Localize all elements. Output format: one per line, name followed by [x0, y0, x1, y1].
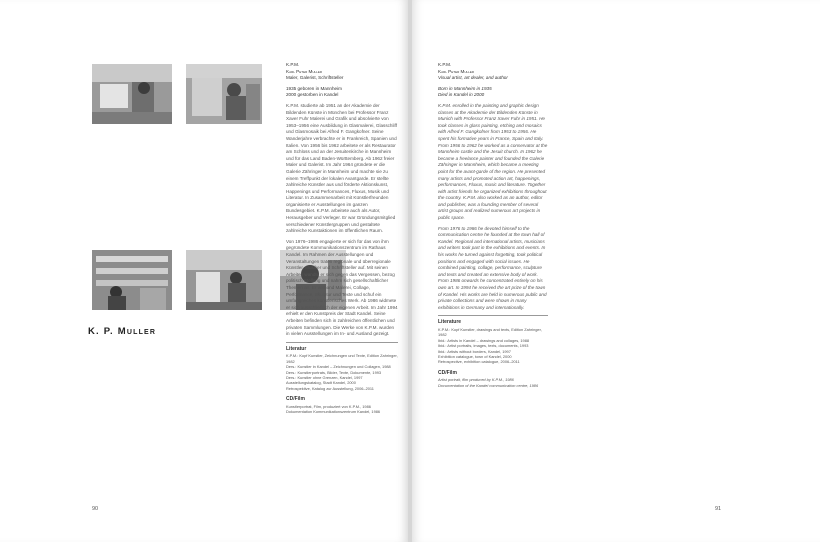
artist-name: K. P. Muller [88, 326, 157, 337]
literature-item: Ibid.: Artists without borders, Kandel, 1997 [438, 348, 511, 354]
photo-artist-studio [186, 64, 262, 124]
header-role: Maler, Galerist, Schriftsteller [286, 75, 344, 81]
page-number: 91 [715, 506, 722, 512]
cd-item: Documentation of the Kandel communication centre, 1986 [438, 382, 539, 388]
cd-section [286, 396, 398, 414]
cd-item: Kunstlerportrat, Film, produziert von K.P.M., 1986 [286, 403, 371, 409]
photo-workshop [186, 250, 262, 310]
body-paragraph: From 1976 to 1986 he devoted himself to the communication centre he founded at the town hall of Kandel. Regional and international artists, musicians and writers took part in the exhibitions and events. In his works he turned against forgetting, took political positions and engaged with social issues. He combined painting, collage, performance, sculpture and texts and created an extensive body of work. From 1986 onwards he concentrated entirely on his own art. In 1994 he received the art prize of the town of Kandel. His works are held in numerous public and private collections and were shown in many exhibitions in Germany and internationally. [438, 225, 547, 310]
cd-section [438, 370, 548, 388]
literature-item: Retrospective, exhibition catalogue, 2006–2011 [438, 359, 520, 365]
literature-item: Ders.: Kunstlerportrats, Bilder, Texte, Dokumente, 1993 [286, 369, 382, 375]
header-born: Born in Mannheim in 1935 [438, 85, 492, 91]
divider [438, 315, 548, 316]
right-page [412, 0, 820, 542]
header-initials: K.P.M. [286, 62, 300, 67]
literature-heading: Literature [438, 319, 462, 326]
left-text-column [286, 62, 398, 420]
cd-item: Artist portrait, film produced by K.P.M., 1986 [438, 377, 514, 383]
literature-heading: Literatur [286, 345, 307, 352]
literature-item: Ibid.: Artist portraits, images, texts, documents, 1993 [438, 343, 529, 349]
header-born: 1935 geboren in Mannheim [286, 85, 342, 91]
body-paragraph: K.P.M. studierte ab 1951 an der Akademie der Bildenden Künste in München bei Professor Franz Xaver Fuhr Malerei und Grafik und absolvierte von 1953–1956 eine Ausbildung in Glasmalerei, Glasschliff und Glasmosaik bei Alfred F. Gangkofner. Seine Wanderjahre verbrachte er in Frankreich, Spanien und Italien. Von 1956 bis 1962 arbeitete er als Restaurator am Schloss und an der Jesuitenkirche in Mannheim und für das Land Baden-Württemberg. Ab 1962 freier Maler und Galerist. Im Jahr 1964 gründete er die Galerie Zähringer in Mannheim und machte sie zu einem Treffpunkt der lokalen Avantgarde. Er stellte zahlreiche Künstler aus und förderte Aktionskunst, Happenings und Performances, Fluxus, Musik und Literatur. In Zusammenarbeit mit Künstlerfreunden organisierte er Ausstellungen im ganzen Bundesgebiet. K.P.M. arbeitete auch als Autor, Herausgeber und Verleger. Er war Gründungsmitglied verschiedener Künstlergruppen und gestaltete zahlreiche Kunstaktionen im öffentlichen Raum. [286, 102, 398, 234]
header-role: Visual artist, art dealer, and author [438, 75, 508, 81]
body-paragraph: K.P.M. enrolled in the painting and graphic design classes at the Akademie der Bildenden Künste in Munich with Professor Franz Xaver Fuhr in 1951. He took classes in glass painting, etching and mosaics with Alfred F. Gangkofner from 1953 to 1956. He spent his formative years in France, Spain and Italy. From 1956 to 1962 he worked as a conservator at the Mannheim castle and the Jesuit church. In 1962 he became a freelance painter and founded the Galerie Zähringer in Mannheim, which became a meeting point for the avant-garde of the region. He presented many artists and promoted action art, happenings, performances, Fluxus, music and literature. Together with artist friends he organized exhibitions throughout the country. K.P.M. also worked as an author, editor and publisher, was a founding member of several artist groups and realized numerous art projects in public space. [438, 102, 548, 221]
left-page [0, 0, 408, 542]
right-text-column [438, 62, 548, 393]
literature-item: K.P.M.: Kopf Kunstler, drawings and texts, Edition Zahringer, 1982 [438, 326, 542, 338]
literature-section [438, 319, 548, 364]
literature-item: Exhibition catalogue, town of Kandel, 2000 [438, 354, 512, 359]
literature-item: Ders.: Kunstler ohne Grenzen, Kandel, 1997 [286, 374, 363, 380]
header-died: 2000 gestorben in Kandel [286, 92, 339, 98]
header-name: Karl Peter Muller [438, 68, 475, 74]
cd-heading: CD/Film [438, 369, 457, 376]
page-number: 90 [92, 506, 99, 512]
photo-gallery-shelves [92, 250, 172, 310]
cd-heading: CD/Film [286, 396, 305, 403]
header-died: Died in Kandel in 2000 [438, 92, 485, 98]
literature-item: Ausstellungskatalog, Stadt Kandel, 2000 [286, 380, 356, 386]
divider [286, 342, 398, 343]
literature-section [286, 346, 398, 391]
literature-item: Ders.: Kunstler in Kandel – Zeichnungen und Collagen, 1988 [286, 364, 391, 370]
body-paragraph: Von 1976–1986 engagierte er sich für das von ihm gegründete Kommunikationszentrum im Rathaus Kandel. Im Rahmen der Ausstellungen und Veranstaltungen traten regionale und überregionale Künstler, Musiker und Schriftsteller auf. Mit seinen Arbeiten wandte er sich gegen das Vergessen, bezog politisch Stellung und nahm sich gesellschaftlicher Themen an. Er verband Malerei, Collage, Performance, Skulptur und Texte und schuf ein umfangreiches künstlerisches Werk. Ab 1986 widmete er sich ausschließlich der eigenen Arbeit. Im Jahr 1994 erhielt er den Kunstpreis der Stadt Kandel. Seine Arbeiten befinden sich in zahlreichen öffentlichen und privaten Sammlungen. Die Werke von K.P.M. wurden in vielen Ausstellungen im In- und Ausland gezeigt. [286, 238, 398, 337]
header-name: Karl Peter Muller [286, 68, 323, 74]
literature-item: Ibid.: Artists in Kandel – drawings and collages, 1988 [438, 337, 530, 343]
cd-item: Dokumentation Kommunikationszentrum Kandel, 1986 [286, 409, 381, 415]
header-initials: K.P.M. [438, 62, 452, 67]
literature-item: K.P.M.: Kopf Kunstler, Zeichnungen und Texte, Edition Zahringer, 1982 [286, 353, 398, 364]
photo-artist-painting [92, 64, 172, 124]
literature-item: Retrospektive, Katalog zur Ausstellung, 2006–2011 [286, 385, 374, 391]
